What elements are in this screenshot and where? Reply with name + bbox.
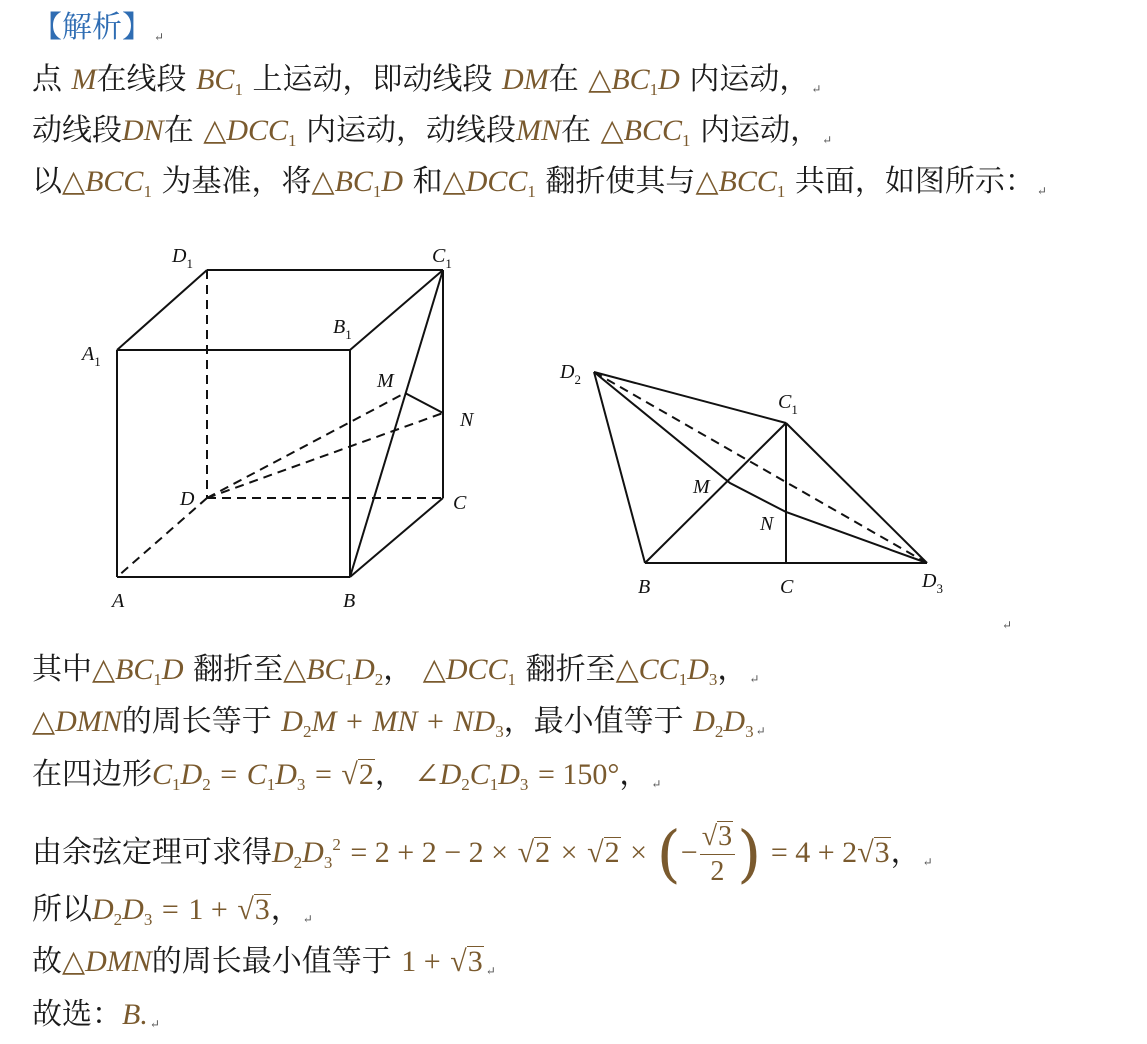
label-N: N xyxy=(460,409,474,431)
text-line-6: 在四边形$C_1D_2 = C_1D_3 = √2$， $\angle D_2C_1D_3 = 150^\circ$， ↵ xyxy=(32,757,662,794)
text-line-8: 所以$D_2D_3 = 1 + √3$， ↵ xyxy=(32,892,313,929)
answer-choice: B. xyxy=(122,998,148,1031)
label-D2: $D_2$ xyxy=(560,361,581,387)
label-B: B xyxy=(343,590,356,612)
label-D: D xyxy=(180,488,195,510)
label-D1: $D_1$ xyxy=(172,245,193,271)
paragraph-mark-icon: ↵ xyxy=(302,912,313,926)
paragraph-mark-icon: ↵ xyxy=(811,82,822,96)
fraction-sqrt3-over-2: $\frac{√3}{2}$ xyxy=(700,820,735,889)
paragraph-mark-icon: ↵ xyxy=(755,724,766,738)
paragraph-mark-icon: ↵ xyxy=(922,855,933,869)
label-C1-unfolded: $C_1$ xyxy=(778,391,798,417)
paragraph-mark-icon: ↵ xyxy=(651,777,662,791)
paragraph-mark-icon: ↵ xyxy=(749,672,760,686)
unfolded-figure xyxy=(550,350,1020,610)
edge-B-C1 xyxy=(645,423,786,563)
edge-D2-B xyxy=(594,372,645,563)
analysis-heading: 【解析】 xyxy=(32,10,152,45)
edge-B-C xyxy=(350,498,443,577)
edge-D2-C1 xyxy=(594,372,786,423)
hidden-segment-D-N xyxy=(207,413,443,498)
edge-C1-D3 xyxy=(786,423,927,563)
paragraph-mark-icon: ↵ xyxy=(1036,184,1047,198)
label-B-unfolded: B xyxy=(638,576,651,598)
edge-A1-D1 xyxy=(117,270,207,350)
label-A1: $A_1$ xyxy=(82,343,101,369)
segment-M-N xyxy=(405,393,443,413)
text-line-3: 以$\triangle BCC_1$ 为基准，将$\triangle BC_1D$ 和$\triangle DCC_1$ 翻折使其与$\triangle BCC_1$ 共面，如图所示： ↵ xyxy=(32,164,1047,201)
paragraph-mark-icon: ↵ xyxy=(154,30,165,44)
label-D3: $D_3$ xyxy=(922,570,943,596)
label-C1: $C_1$ xyxy=(432,245,452,271)
paragraph-mark-icon: ↵ xyxy=(822,133,833,147)
label-M: M xyxy=(377,370,394,392)
label-A: A xyxy=(112,590,125,612)
text-line-2: 动线段DN在 $\triangle DCC_1$ 内运动，动线段MN在 $\triangle BCC_1$ 内运动， ↵ xyxy=(32,113,833,150)
paragraph-mark-icon: ↵ xyxy=(1002,618,1013,632)
hidden-segment-D-M xyxy=(207,393,405,498)
edge-B1-C1 xyxy=(350,270,443,350)
paragraph-mark-icon: ↵ xyxy=(149,1017,160,1031)
heading-line xyxy=(32,8,164,57)
label-C-unfolded: C xyxy=(780,576,794,598)
cube-figure xyxy=(70,230,510,620)
text-line-9: 故△DMN的周长最小值等于 1 + √3 ↵ xyxy=(32,944,496,979)
text-line-4: 其中$\triangle BC_1D$ 翻折至$\triangle BC_1D_2$， $\triangle DCC_1$ 翻折至$\triangle CC_1D_3$， ↵ xyxy=(32,652,760,689)
label-C: C xyxy=(453,492,467,514)
text-line-10: 故选：B. ↵ xyxy=(32,997,160,1032)
label-B1: $B_1$ xyxy=(333,316,352,342)
text-line-1: 点 M在线段 $BC_1$ 上运动，即动线段 DM在 $\triangle BC_1D$ 内运动， ↵ xyxy=(32,62,822,99)
text-line-7: 由余弦定理可求得$D_2D_3^2 = 2 + 2 - 2 \times √2 \times √2$ × (− $\frac{√3}{2}$ ) = 4 + 2√3， ↵ xyxy=(32,817,933,890)
segment-B-C1 xyxy=(350,270,443,577)
label-M-unfolded: M xyxy=(693,476,710,498)
paragraph-mark-icon: ↵ xyxy=(485,964,496,978)
label-N-unfolded: N xyxy=(760,513,774,535)
text-line-5: △DMN的周长等于 $D_2M$ + MN + $ND_3$，最小值等于 $D_2D_3$ ↵ xyxy=(32,704,766,741)
